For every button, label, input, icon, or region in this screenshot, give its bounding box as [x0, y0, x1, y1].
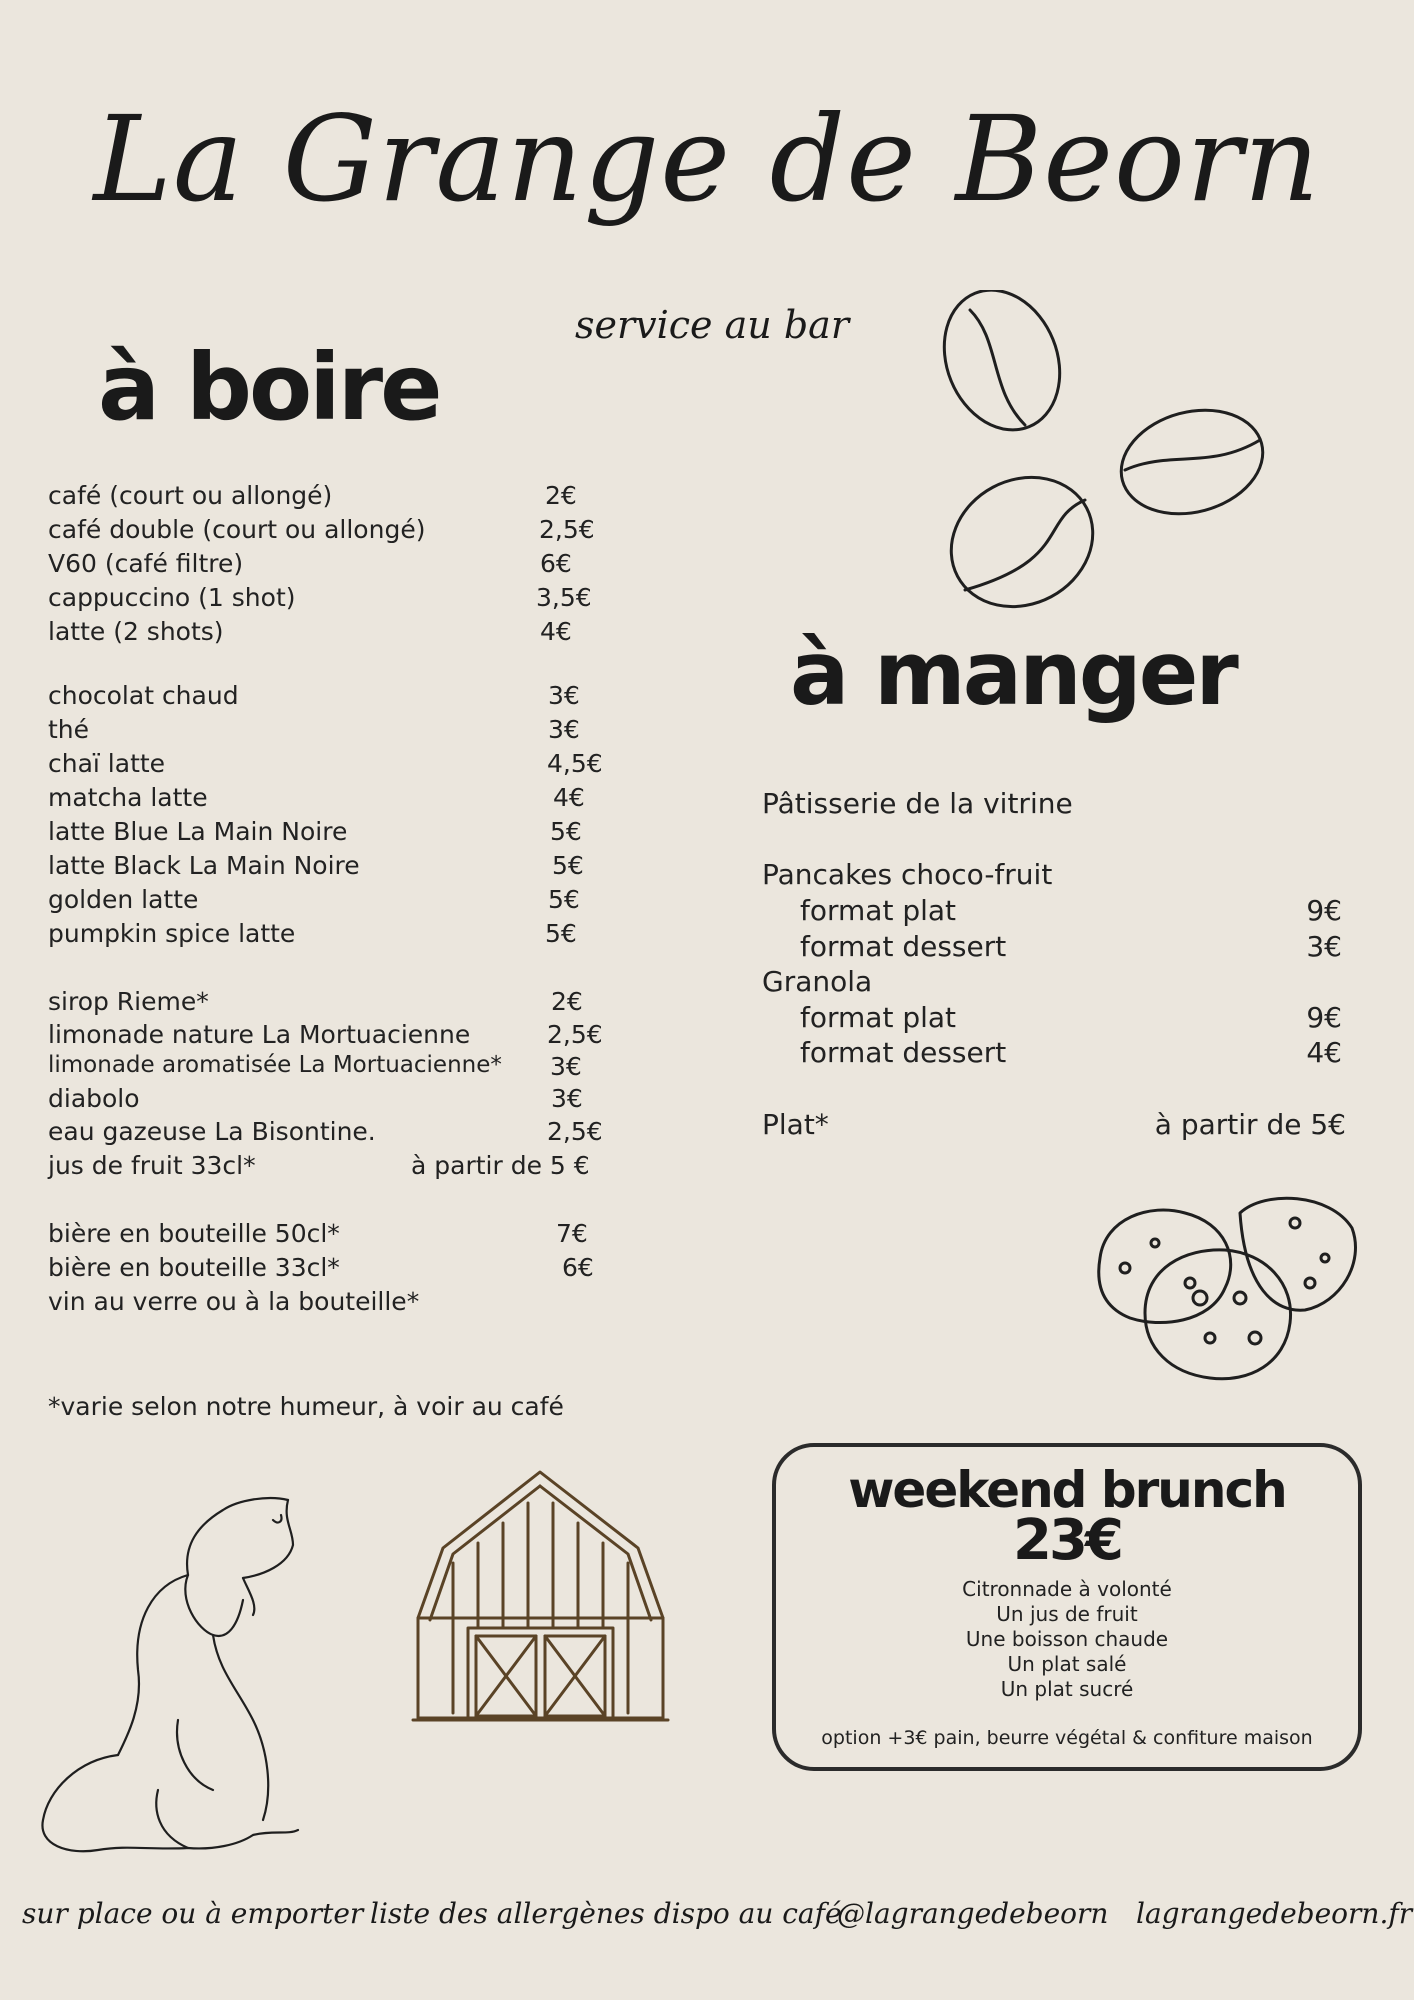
pancakes-item: Pancakes choco-fruit	[762, 858, 1053, 891]
service-subtitle: service au bar	[575, 303, 849, 347]
pancakes-format-dessert: format dessert	[800, 930, 1007, 963]
item-name: golden latte	[48, 885, 199, 914]
item-price: 5€	[545, 919, 577, 948]
dog-icon	[38, 1490, 308, 1860]
item-name: jus de fruit 33cl*	[48, 1151, 256, 1180]
granola-format-dessert: format dessert	[800, 1036, 1007, 1069]
item-price: 2€	[545, 481, 577, 510]
item-price: 5€	[550, 817, 582, 846]
item-price: 3,5€	[536, 583, 592, 612]
item-name: V60 (café filtre)	[48, 549, 244, 578]
item-price: 3€	[548, 715, 580, 744]
item-price: 4€	[540, 617, 572, 646]
cookie-icon	[1090, 1188, 1360, 1383]
brunch-item: Un jus de fruit	[996, 1602, 1138, 1626]
item-name: latte Black La Main Noire	[48, 851, 360, 880]
brunch-item: Un plat sucré	[1000, 1677, 1134, 1701]
item-price: 6€	[562, 1253, 594, 1282]
item-name: eau gazeuse La Bisontine.	[48, 1117, 376, 1146]
item-price: 3€	[548, 681, 580, 710]
footnote: *varie selon notre humeur, à voir au café	[48, 1392, 564, 1421]
item-price: 4€	[553, 783, 585, 812]
pancakes-dessert-price: 3€	[1306, 930, 1342, 963]
item-name: bière en bouteille 50cl*	[48, 1219, 340, 1248]
granola-item: Granola	[762, 965, 873, 998]
item-price: 3€	[551, 1084, 583, 1113]
item-name: limonade aromatisée La Mortuacienne*	[48, 1052, 502, 1078]
footer-allergens: liste des allergènes dispo au café	[370, 1897, 842, 1930]
footer-website[interactable]: lagrangedebeorn.fr	[1136, 1897, 1413, 1930]
item-price: 5€	[548, 885, 580, 914]
granola-dessert-price: 4€	[1306, 1036, 1342, 1069]
brunch-item: Citronnade à volonté	[962, 1577, 1172, 1601]
item-price: 5€	[552, 851, 584, 880]
drinks-heading: à boire	[98, 334, 440, 441]
item-name: sirop Rieme*	[48, 987, 209, 1016]
item-price: 7€	[556, 1219, 588, 1248]
item-name: chaï latte	[48, 749, 166, 778]
item-price: 6€	[540, 549, 572, 578]
item-name: chocolat chaud	[48, 681, 239, 710]
brunch-items	[776, 1577, 1358, 1702]
page-title: La Grange de Beorn	[93, 90, 1321, 228]
item-name: café double (court ou allongé)	[48, 515, 426, 544]
footer-takeaway: sur place ou à emporter	[22, 1897, 364, 1930]
plat-price: à partir de 5€	[1154, 1108, 1346, 1141]
plat-item: Plat*	[762, 1108, 829, 1141]
item-price: 4,5€	[547, 749, 603, 778]
item-name: diabolo	[48, 1084, 140, 1113]
brunch-option: option +3€ pain, beurre végétal & confiture maison	[821, 1727, 1313, 1749]
item-name: café (court ou allongé)	[48, 481, 333, 510]
item-name: pumpkin spice latte	[48, 919, 296, 948]
item-price: 2,5€	[539, 515, 595, 544]
item-name: bière en bouteille 33cl*	[48, 1253, 340, 1282]
pastry-item: Pâtisserie de la vitrine	[762, 787, 1073, 820]
item-name: vin au verre ou à la bouteille*	[48, 1287, 420, 1316]
item-name: limonade nature La Mortuacienne	[48, 1020, 471, 1049]
item-name: thé	[48, 715, 90, 744]
coffee-bean-icon	[930, 290, 1280, 620]
granola-plat-price: 9€	[1306, 1001, 1342, 1034]
item-price: 2,5€	[547, 1117, 603, 1146]
item-name: latte Blue La Main Noire	[48, 817, 348, 846]
brunch-price: 23€	[1013, 1508, 1121, 1573]
footer-instagram[interactable]: @lagrangedebeorn	[837, 1897, 1109, 1930]
item-price: 2,5€	[547, 1020, 603, 1049]
barn-icon	[408, 1468, 673, 1728]
food-heading: à manger	[790, 622, 1236, 725]
item-price: à partir de 5 €	[411, 1151, 590, 1180]
pancakes-plat-price: 9€	[1306, 894, 1342, 927]
item-name: cappuccino (1 shot)	[48, 583, 296, 612]
pancakes-format-plat: format plat	[800, 894, 957, 927]
item-price: 2€	[551, 987, 583, 1016]
item-name: matcha latte	[48, 783, 208, 812]
granola-format-plat: format plat	[800, 1001, 957, 1034]
weekend-brunch-box	[772, 1443, 1362, 1771]
brunch-item: Un plat salé	[1007, 1652, 1127, 1676]
item-price: 3€	[550, 1052, 582, 1081]
brunch-item: Une boisson chaude	[965, 1627, 1169, 1651]
item-name: latte (2 shots)	[48, 617, 224, 646]
brunch-title: weekend brunch	[848, 1461, 1286, 1519]
